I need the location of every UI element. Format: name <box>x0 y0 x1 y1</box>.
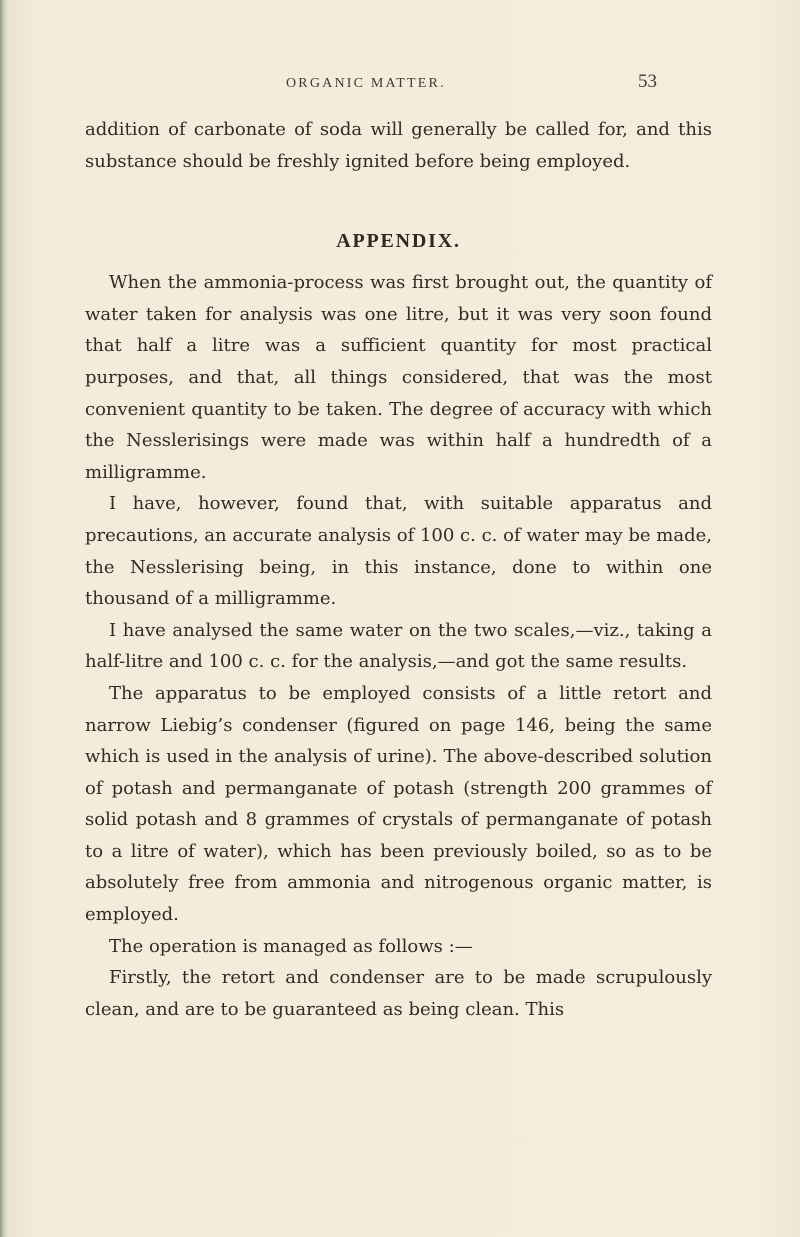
running-title: ORGANIC MATTER. <box>286 76 446 91</box>
page-text <box>85 114 712 1025</box>
paragraph-1: When the ammonia-process was first brought out, the quantity of water taken for analysis was one litre, but it was very soon found that half a litre was a sufficient quantity for most practical purposes, and that, all things considered, that was the most convenient quantity to be taken. The degree of accuracy with which the Nesslerisings were made was within half a hundredth of a milligramme. <box>85 272 712 483</box>
running-header <box>0 71 800 96</box>
paragraph-5: The operation is managed as follows :— <box>109 935 473 957</box>
paragraph-6: Firstly, the retort and condenser are to be made scrupulously clean, and are to be guaranteed as being clean. This <box>85 967 712 1020</box>
page-gutter <box>0 0 8 1237</box>
appendix-heading: APPENDIX. <box>336 230 461 253</box>
continuation-paragraph: addition of carbonate of soda will generally be called for, and this substance should be freshly ignited before being employed. <box>85 119 712 172</box>
page-number: 53 <box>638 71 657 92</box>
paragraph-2: I have, however, found that, with suitable apparatus and precautions, an accurate analysis of 100 c. c. of water may be made, the Nesslerising being, in this instance, done to within one thousand of a milligramme. <box>85 493 712 610</box>
paragraph-3: I have analysed the same water on the two scales,—viz., taking a half-litre and 100 c. c. for the analysis,—and got the same results. <box>85 619 712 673</box>
paragraph-4: The apparatus to be employed consists of a little retort and narrow Liebig’s condenser (figured on page 146, being the same which is used in the analysis of urine). The above-described solution of potash and permanganate of potash (strength 200 grammes of solid potash and 8 grammes of crystals of permanganate of potash to a litre of water), which has been previously boiled, so as to be absolutely free from ammonia and nitrogenous organic matter, is employed. <box>85 682 712 926</box>
